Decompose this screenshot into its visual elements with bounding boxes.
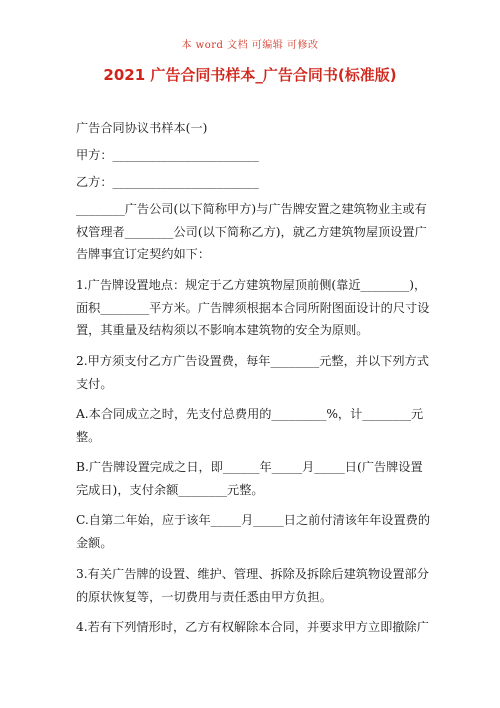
clause-2 (76, 350, 428, 395)
text-line: B.广告牌设置完成之日，即______年_____月_____日(广告牌设置 (76, 460, 423, 474)
text-line: 金额。 (76, 535, 113, 550)
clause-1 (76, 274, 428, 342)
text-line: 4.若有下列情形时，乙方有权解除本合同，并要求甲方立即撤除广 (76, 620, 429, 634)
text-line: 广告合同协议书样本(一) (76, 121, 208, 135)
party-b-line (76, 171, 428, 194)
text-line: 1.广告牌设置地点：规定于乙方建筑物屋顶前侧(靠近________)， (76, 278, 427, 292)
intro-paragraph (76, 198, 428, 266)
clause-c (76, 509, 431, 554)
text-line: A.本合同成立之时，先支付总费用的_________%，计________元 (76, 407, 424, 421)
text-line: 3.有关广告牌的设置、维护、管理、拆除及拆除后建筑物设置部分 (76, 567, 429, 581)
clause-4 (76, 616, 428, 639)
header-note: 本 word 文档 可编辑 可修改 (181, 40, 319, 51)
text-line: 权管理者________公司(以下简称乙方)，就乙方建筑物屋顶设置广 (76, 224, 427, 239)
text-line: 告牌事宜订定契约如下： (76, 247, 211, 261)
text-line: ________广告公司(以下简称甲方)与广告牌安置之建筑物业主或有 (76, 202, 427, 216)
text-line: 整。 (76, 429, 101, 444)
clause-b (76, 456, 428, 501)
document-title: 2021 广告合同书样本_广告合同书(标准版) (103, 66, 397, 84)
section-heading (76, 117, 428, 140)
text-line: C.自第二年始，应于该年_____月_____日之前付清该年年设置费的 (76, 513, 431, 527)
text-line: 的原状恢复等，一切费用与责任悉由甲方负担。 (76, 589, 332, 604)
text-line: 置，其重量及结构须以不影响本建筑物的安全为原则。 (76, 323, 369, 337)
text-line: 2.甲方须支付乙方广告设置费，每年________元整，并以下列方式 (76, 354, 429, 368)
clause-3 (76, 563, 428, 608)
text-line: 乙方：________________________ (76, 175, 259, 189)
text-line: 面积________平方米。广告牌须根据本合同所附图面设计的尺寸设 (76, 300, 430, 315)
clause-a (76, 403, 428, 448)
text-line: 支付。 (76, 376, 113, 391)
text-line: 完成日)，支付余额________元整。 (76, 482, 264, 497)
text-line: 甲方：________________________ (76, 148, 259, 162)
party-a-line (76, 144, 428, 167)
